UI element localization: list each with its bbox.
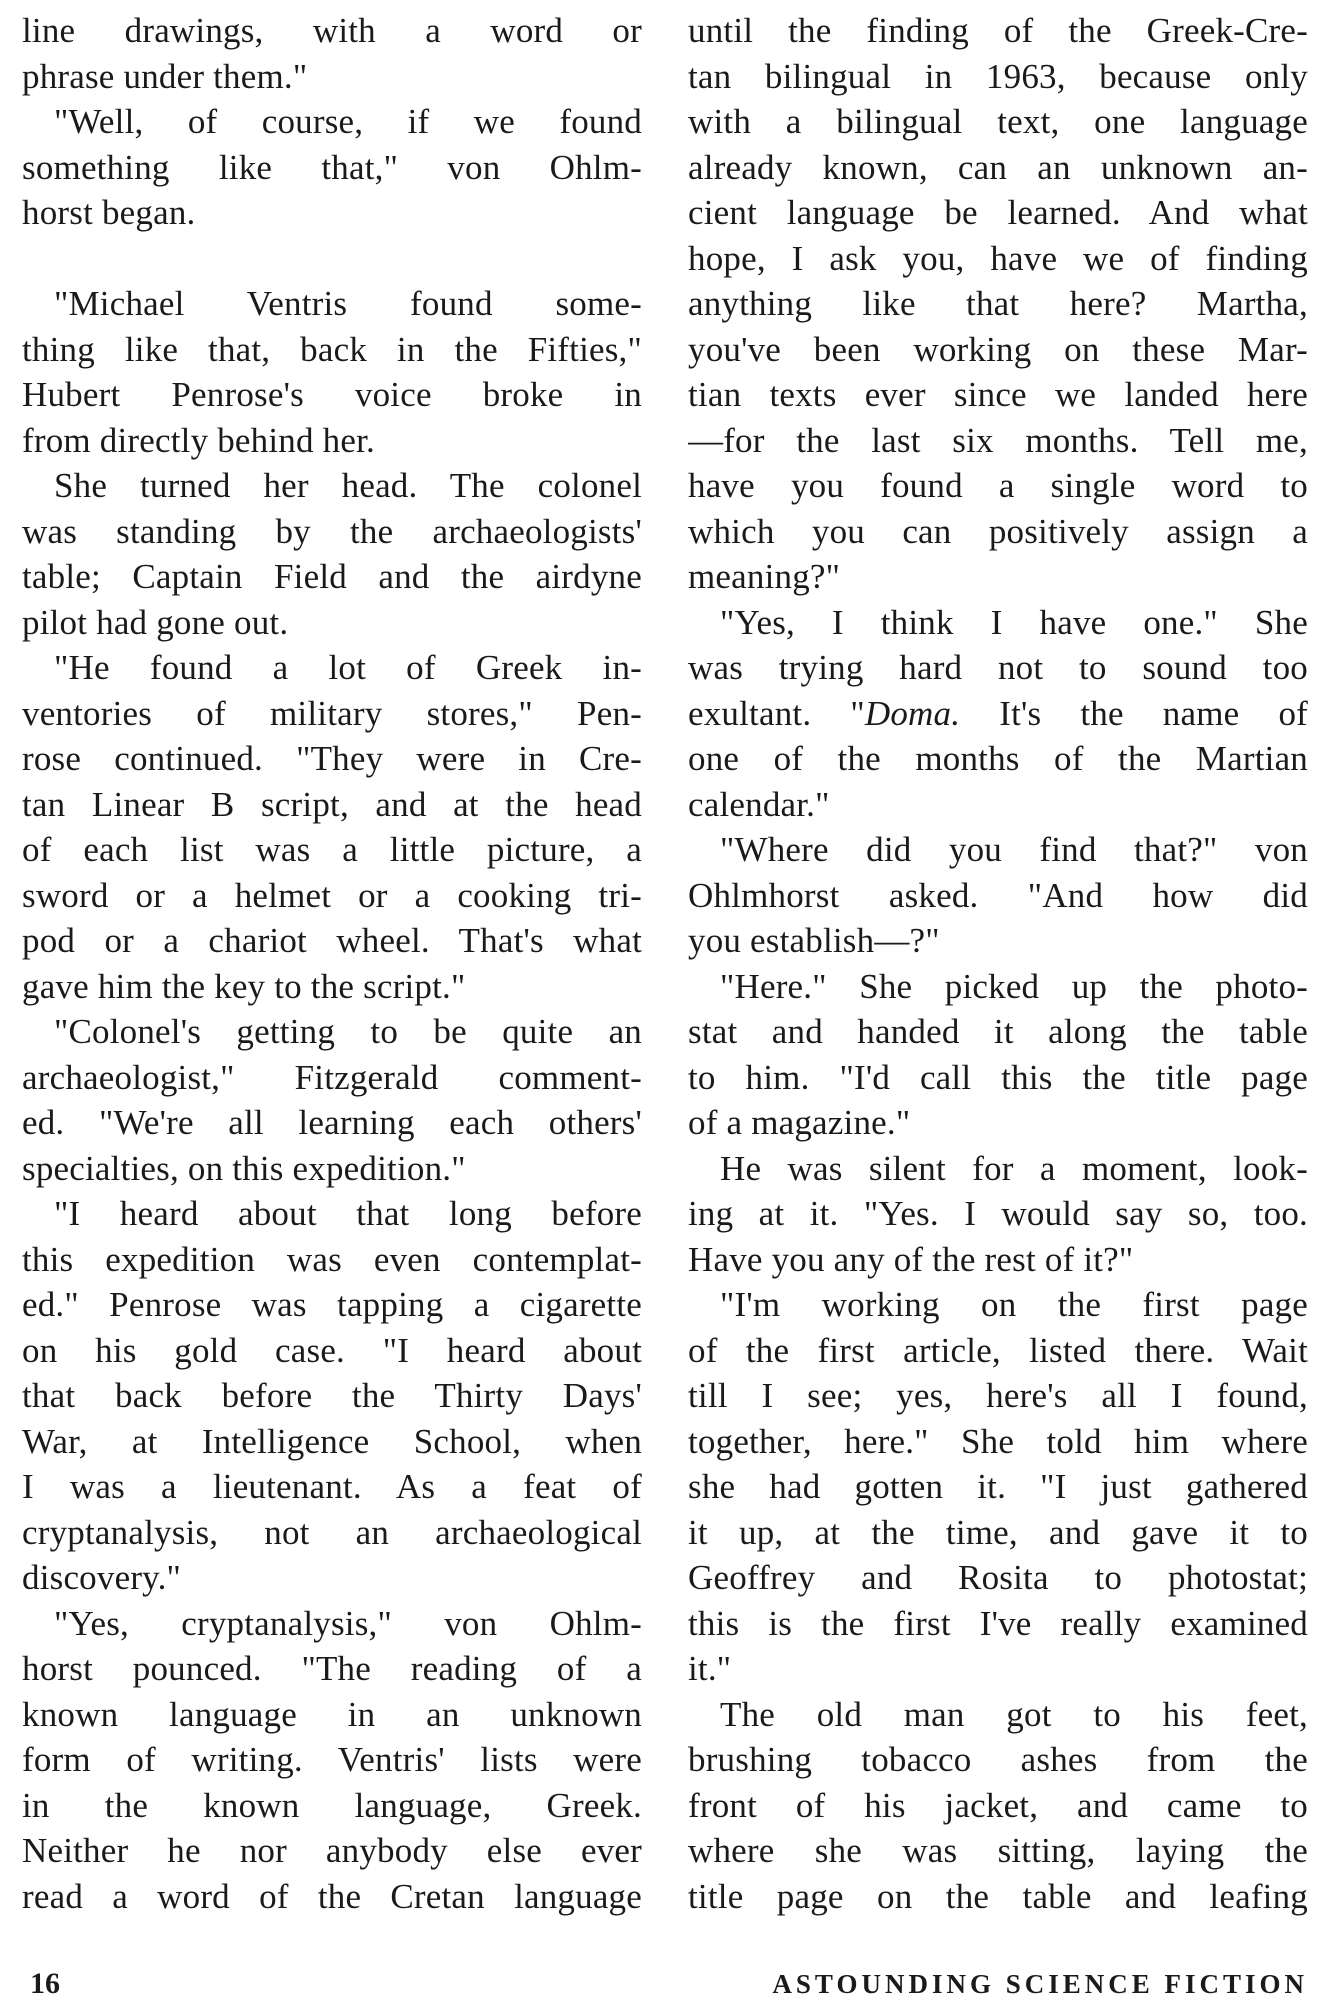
text-line: with a bilingual text, one language bbox=[688, 102, 1308, 141]
text-line: calendar." bbox=[688, 784, 830, 824]
text-line: brushing tobacco ashes from the bbox=[688, 1740, 1308, 1779]
text-line: "I'm working on the first page bbox=[720, 1285, 1308, 1324]
text-line: "Well, of course, if we found bbox=[54, 102, 642, 141]
text-line: "Colonel's getting to be quite an bbox=[54, 1012, 642, 1051]
text-line: cryptanalysis, not an archaeological bbox=[22, 1512, 642, 1552]
text-line: already known, can an unknown an- bbox=[688, 147, 1308, 187]
text-line: something like that," von Ohlm- bbox=[22, 147, 642, 187]
text-line: "Michael Ventris found some- bbox=[54, 284, 642, 323]
text-line: Geoffrey and Rosita to photostat; bbox=[688, 1558, 1308, 1597]
text-line: of each list was a little picture, a bbox=[22, 830, 642, 869]
text-line: tan Linear B script, and at the head bbox=[22, 784, 642, 824]
text-line: line drawings, with a word or bbox=[22, 11, 642, 50]
text-line: Neither he nor anybody else ever bbox=[22, 1831, 642, 1870]
text-line: in the known language, Greek. bbox=[22, 1785, 642, 1825]
text-line: of a magazine." bbox=[688, 1103, 911, 1142]
text-line: —for the last six months. Tell me, bbox=[688, 420, 1308, 460]
text-line: it up, at the time, and gave it to bbox=[688, 1512, 1308, 1552]
text-line: meaning?" bbox=[688, 557, 841, 596]
text-line: of the first article, listed there. Wait bbox=[688, 1330, 1308, 1370]
text-line: thing like that, back in the Fifties," bbox=[22, 329, 642, 369]
text-line: this is the first I've really examined bbox=[688, 1603, 1308, 1643]
text-line: that back before the Thirty Days' bbox=[22, 1376, 642, 1415]
text-line: it." bbox=[688, 1649, 732, 1688]
text-line: until the finding of the Greek-Cre- bbox=[688, 11, 1308, 50]
text-line: pilot had gone out. bbox=[22, 602, 289, 642]
text-line: ed." Penrose was tapping a cigarette bbox=[22, 1285, 642, 1324]
text-line: stat and handed it along the table bbox=[688, 1012, 1308, 1051]
text-line: phrase under them." bbox=[22, 56, 308, 96]
text-line: together, here." She told him where bbox=[688, 1421, 1308, 1461]
text-line: front of his jacket, and came to bbox=[688, 1785, 1308, 1825]
text-line: one of the months of the Martian bbox=[688, 739, 1308, 778]
text-line: hope, I ask you, have we of finding bbox=[688, 238, 1308, 278]
text-line: "Yes, I think I have one." She bbox=[720, 602, 1308, 642]
text-line: was trying hard not to sound too bbox=[688, 648, 1308, 687]
text-line: Have you any of the rest of it?" bbox=[688, 1239, 1134, 1279]
text-line bbox=[22, 236, 642, 282]
text-line: He was silent for a moment, look- bbox=[720, 1148, 1308, 1188]
text-line: you establish—?" bbox=[688, 921, 940, 960]
text-line: cient language be learned. And what bbox=[688, 193, 1308, 232]
text-line: I was a lieutenant. As a feat of bbox=[22, 1467, 642, 1506]
text-line: pod or a chariot wheel. That's what bbox=[22, 921, 642, 960]
text-line: The old man got to his feet, bbox=[720, 1694, 1308, 1734]
text-line: War, at Intelligence School, when bbox=[22, 1421, 642, 1461]
page-number: 16 bbox=[30, 1967, 60, 2000]
text-line: anything like that here? Martha, bbox=[688, 284, 1308, 323]
text-line: was standing by the archaeologists' bbox=[22, 511, 642, 551]
page-footer bbox=[22, 1964, 1308, 2004]
text-line: where she was sitting, laying the bbox=[688, 1831, 1308, 1870]
text-line: archaeologist," Fitzgerald comment- bbox=[22, 1057, 642, 1097]
text-line: "Yes, cryptanalysis," von Ohlm- bbox=[54, 1603, 642, 1643]
text-column-left bbox=[22, 8, 642, 1919]
text-line: form of writing. Ventris' lists were bbox=[22, 1740, 642, 1779]
text-line: you've been working on these Mar- bbox=[688, 329, 1308, 369]
text-line: "I heard about that long before bbox=[54, 1194, 642, 1233]
text-line: Hubert Penrose's voice broke in bbox=[22, 375, 642, 414]
text-line: have you found a single word to bbox=[688, 466, 1308, 505]
text-line: table; Captain Field and the airdyne bbox=[22, 557, 642, 596]
text-line: till I see; yes, here's all I found, bbox=[688, 1376, 1308, 1415]
text-line: Ohlmhorst asked. "And how did bbox=[688, 875, 1308, 915]
text-line: gave him the key to the script." bbox=[22, 966, 466, 1006]
text-line: horst pounced. "The reading of a bbox=[22, 1649, 642, 1688]
text-line: specialties, on this expedition." bbox=[22, 1148, 466, 1188]
text-line: She turned her head. The colonel bbox=[54, 466, 642, 505]
text-line: discovery." bbox=[22, 1558, 182, 1597]
text-line: tan bilingual in 1963, because only bbox=[688, 56, 1308, 96]
text-line: rose continued. "They were in Cre- bbox=[22, 739, 642, 778]
text-line: this expedition was even contemplat- bbox=[22, 1239, 642, 1279]
text-line: which you can positively assign a bbox=[688, 511, 1308, 551]
text-line: horst began. bbox=[22, 193, 196, 232]
text-line: exultant. "Doma. It's the name of bbox=[688, 693, 1308, 733]
text-line: tian texts ever since we landed here bbox=[688, 375, 1308, 414]
text-line: from directly behind her. bbox=[22, 420, 375, 460]
running-title: ASTOUNDING SCIENCE FICTION bbox=[772, 1969, 1308, 1999]
text-line: ed. "We're all learning each others' bbox=[22, 1103, 642, 1142]
text-line: "Here." She picked up the photo- bbox=[720, 966, 1308, 1006]
text-line: she had gotten it. "I just gathered bbox=[688, 1467, 1308, 1506]
text-line: sword or a helmet or a cooking tri- bbox=[22, 875, 642, 915]
italic-word: Doma. bbox=[864, 693, 961, 733]
text-line: "He found a lot of Greek in- bbox=[54, 648, 642, 687]
text-line: "Where did you find that?" von bbox=[720, 830, 1308, 869]
text-line: ing at it. "Yes. I would say so, too. bbox=[688, 1194, 1308, 1233]
text-line: ventories of military stores," Pen- bbox=[22, 693, 642, 733]
text-line: known language in an unknown bbox=[22, 1694, 642, 1734]
text-line: to him. "I'd call this the title page bbox=[688, 1057, 1308, 1097]
text-line: title page on the table and leafing bbox=[688, 1876, 1308, 1916]
text-column-right bbox=[688, 8, 1308, 1919]
text-line: on his gold case. "I heard about bbox=[22, 1330, 642, 1370]
text-line: read a word of the Cretan language bbox=[22, 1876, 642, 1916]
